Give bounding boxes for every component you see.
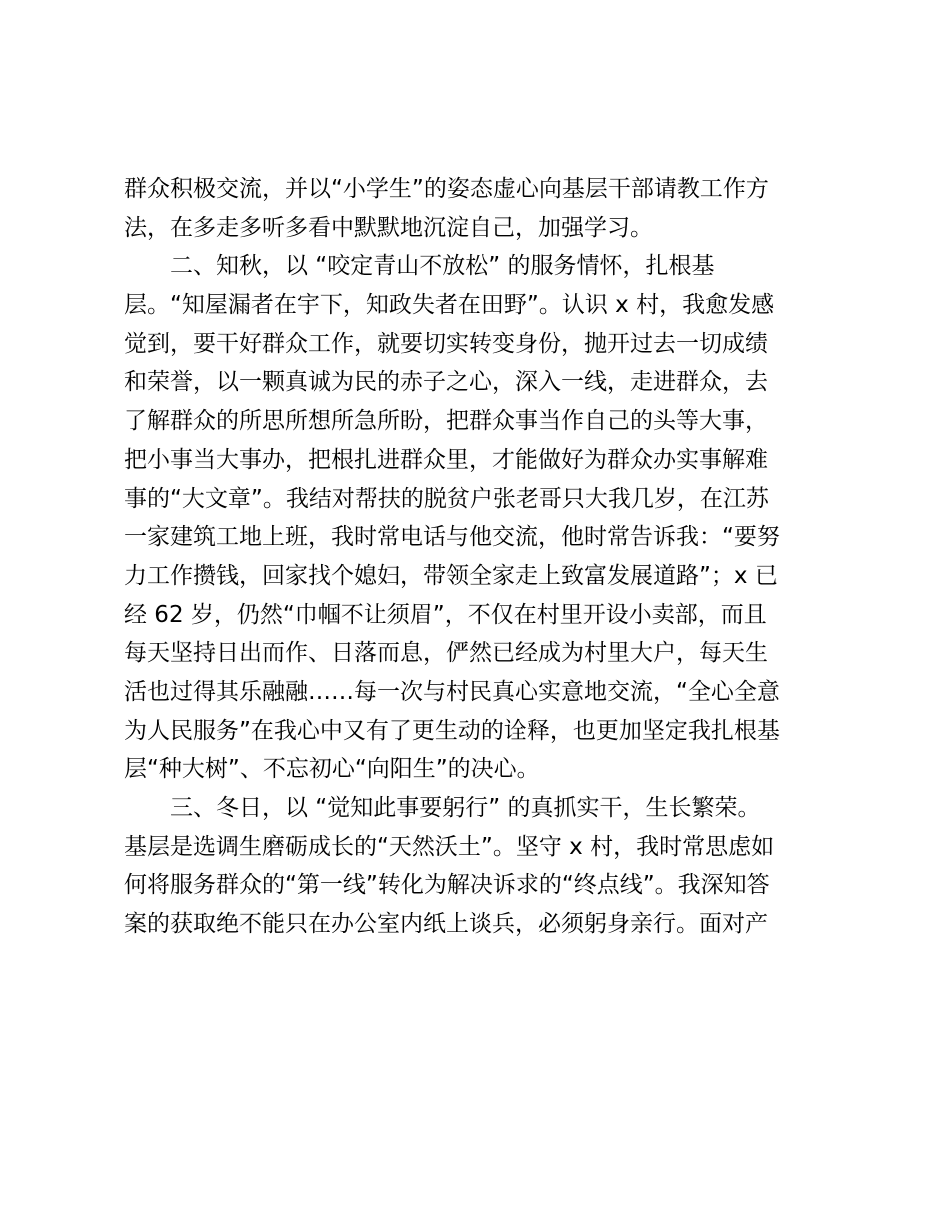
text-line: 活也过得其乐融融……每一次与村民真心实意地交流，“全心全意 [124, 678, 780, 705]
text-line: 何将服务群众的“第一线”转化为解决诉求的“终点线”。我深知答 [124, 872, 770, 899]
text-line: 把小事当大事办，把根扎进群众里，才能做好为群众办实事解难 [124, 446, 768, 473]
text-line: 事的“大文章”。我结对帮扶的脱贫户张老哥只大我几岁，在江苏 [124, 485, 769, 512]
body-text [124, 170, 834, 944]
text-line: 每天坚持日出而作、日落而息，俨然已经成为村里大户，每天生 [124, 640, 768, 667]
text-line: 群众积极交流，并以“小学生”的姿态虚心向基层干部请教工作方 [124, 176, 769, 202]
text-line: 法，在多走多听多看中默默地沉淀自己，加强学习。 [124, 214, 653, 241]
text-line: 基层是选调生磨砺成长的“天然沃土”。坚守 x 村，我时常思虑如 [124, 833, 775, 860]
section-heading-line: 三、冬日，以 “觉知此事要躬行” 的真抓实干，生长繁荣。 [170, 795, 761, 821]
text-line: 觉到，要干好群众工作，就要切实转变身份，抛开过去一切成绩 [124, 330, 768, 357]
text-line: 一家建筑工地上班，我时常电话与他交流，他时常告诉我：“要努 [124, 524, 780, 551]
text-line: 力工作攒钱，回家找个媳妇，带领全家走上致富发展道路”；x 已 [124, 562, 778, 589]
text-line: 层“种大树”、不忘初心“向阳生”的决心。 [124, 756, 540, 783]
text-line: 和荣誉，以一颗真诚为民的赤子之心，深入一线，走进群众，去 [124, 369, 768, 396]
text-line: 案的获取绝不能只在办公室内纸上谈兵，必须躬身亲行。面对产 [124, 911, 768, 938]
section-heading-line: 二、知秋，以 “咬定青山不放松” 的服务情怀，扎根基 [170, 253, 715, 280]
text-line: 层。“知屋漏者在宇下，知政失者在田野”。认识 x 村，我愈发感 [124, 292, 775, 319]
text-line: 了解群众的所思所想所急所盼，把群众事当作自己的头等大事， [124, 408, 768, 435]
text-line: 经 62 岁，仍然“巾帼不让须眉”，不仅在村里开设小卖部，而且 [124, 601, 767, 628]
text-line: 为人民服务”在我心中又有了更生动的诠释，也更加坚定我扎根基 [124, 717, 780, 744]
